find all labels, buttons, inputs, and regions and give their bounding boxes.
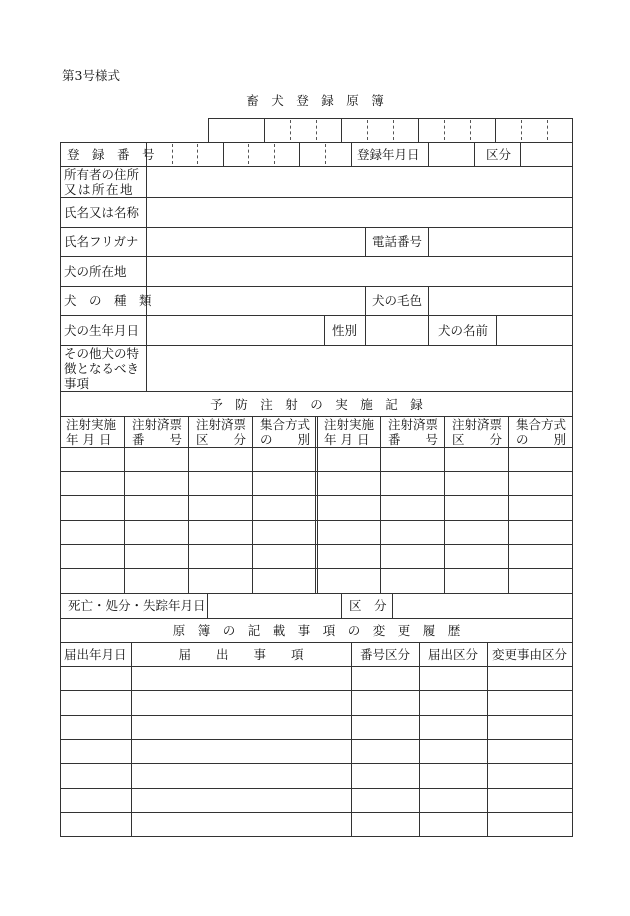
owner-address-label-2: 又は所在地 bbox=[64, 182, 135, 197]
dog-breed-label: 犬 の 種 類 bbox=[64, 293, 152, 308]
phone-label: 電話番号 bbox=[372, 234, 423, 249]
vaccination-header-method: 集合方式 の 別 bbox=[260, 417, 311, 447]
vaccination-header-method-2: 集合方式 の 別 bbox=[516, 417, 567, 447]
history-header-change-reason: 変更事由区分 bbox=[491, 647, 567, 662]
vaccination-header-tag-category-2: 注射済票 区 分 bbox=[452, 417, 503, 447]
dog-color-label: 犬の毛色 bbox=[372, 293, 423, 308]
form-number: 第3号様式 bbox=[62, 68, 120, 83]
dog-features-label-2: 徴となるべき bbox=[64, 361, 140, 376]
owner-kana-label: 氏名フリガナ bbox=[64, 234, 139, 249]
death-category-label: 区 分 bbox=[349, 598, 387, 613]
registration-category-label: 区分 bbox=[486, 147, 512, 162]
owner-name-label: 氏名又は名称 bbox=[64, 205, 140, 220]
dog-name-label: 犬の名前 bbox=[438, 323, 489, 338]
vaccination-title: 予 防 注 射 の 実 施 記 録 bbox=[210, 397, 423, 412]
vaccination-header-tag-category: 注射済票 区 分 bbox=[196, 417, 247, 447]
registration-date-label: 登録年月日 bbox=[357, 147, 420, 162]
vaccination-header-tag-number-2: 注射済票 番 号 bbox=[388, 417, 439, 447]
dog-features-label-1: その他犬の特 bbox=[64, 346, 140, 361]
owner-address-label-1: 所有者の住所 bbox=[64, 167, 140, 182]
vaccination-header-date-2: 注射実施 年 月 日 bbox=[324, 417, 375, 447]
page-title: 畜 犬 登 録 原 簿 bbox=[246, 93, 384, 108]
history-header-item: 届 出 事 項 bbox=[178, 647, 304, 662]
history-header-notice-category: 届出区分 bbox=[427, 647, 478, 662]
history-header-number-category: 番号区分 bbox=[359, 647, 410, 662]
history-header-date: 届出年月日 bbox=[64, 647, 127, 662]
dog-location-label: 犬の所在地 bbox=[64, 264, 127, 279]
dog-birth-label: 犬の生年月日 bbox=[64, 323, 140, 338]
dog-sex-label: 性別 bbox=[332, 323, 358, 338]
registration-number-label: 登 録 番 号 bbox=[67, 147, 155, 162]
death-date-label: 死亡・処分・失踪年月日 bbox=[68, 598, 206, 613]
vaccination-header-tag-number: 注射済票 番 号 bbox=[132, 417, 183, 447]
dog-features-label-3: 事項 bbox=[64, 376, 90, 391]
vaccination-header-date: 注射実施 年 月 日 bbox=[66, 417, 117, 447]
history-title: 原 簿 の 記 載 事 項 の 変 更 履 歴 bbox=[172, 623, 461, 638]
